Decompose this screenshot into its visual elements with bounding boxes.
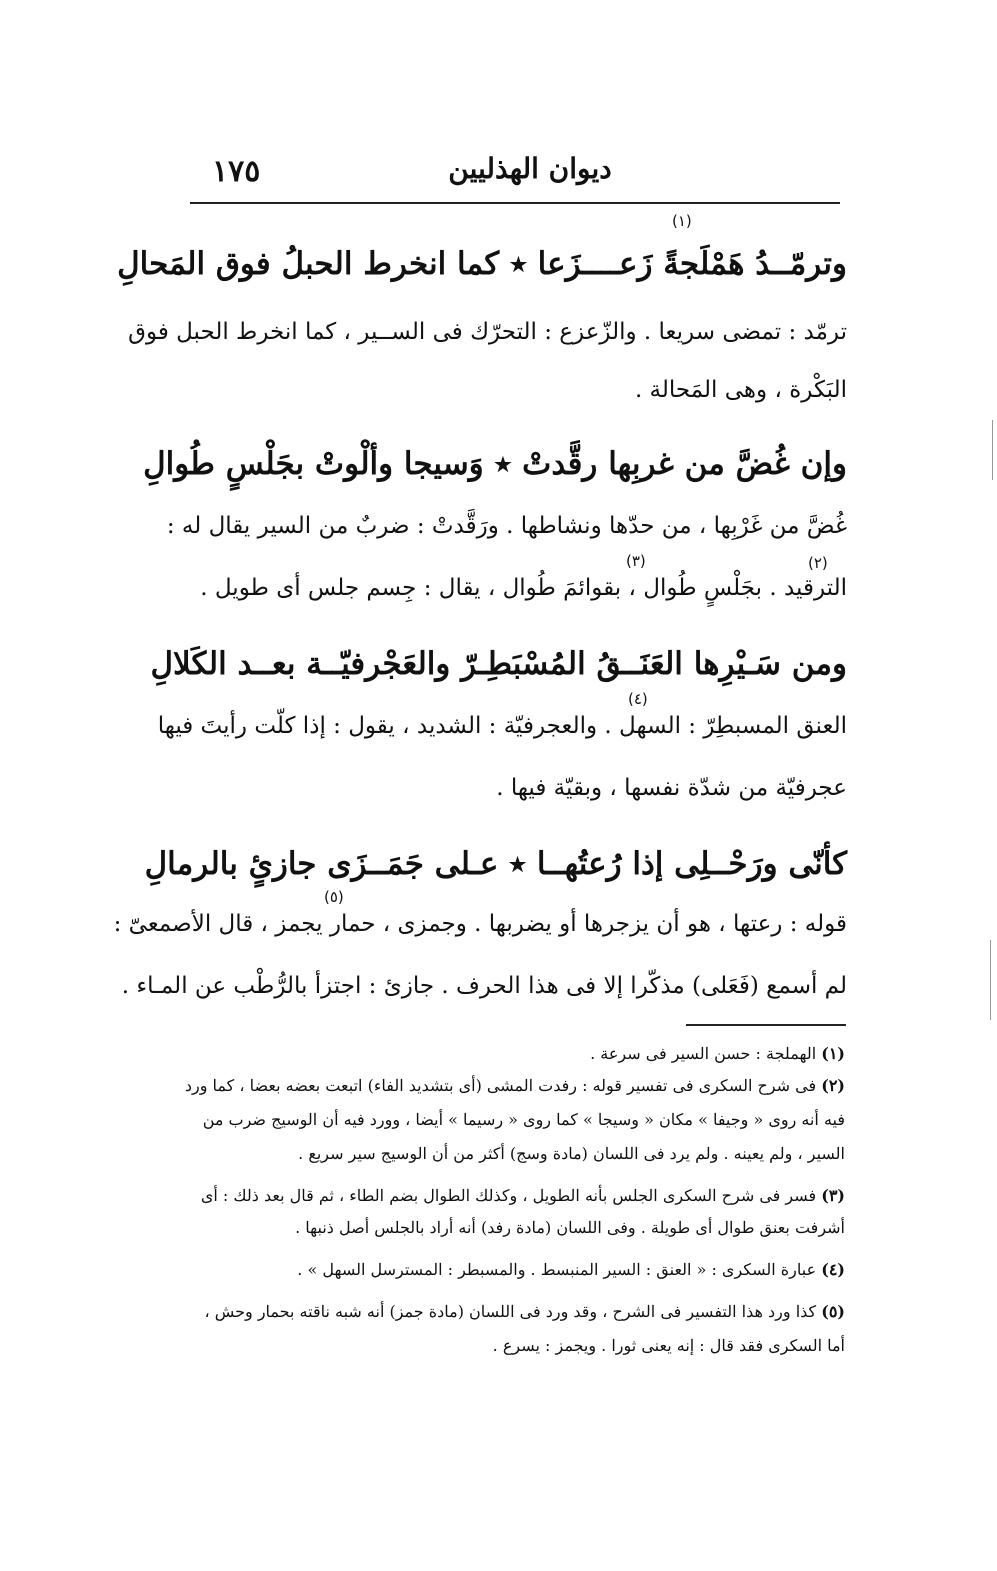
footnote-2 xyxy=(185,1072,845,1100)
footnote-2-cont: فيه أنه روى « وجيفا » مكان « وسيجا » كما روى « رسيما » أيضا ، وورد فيه أن الوسيج ضرب من xyxy=(202,1110,845,1129)
footnote-text: عبارة السكرى : « العنق : السير المنبسط . والمسبطر : المسترسل السهل » . xyxy=(297,1260,817,1279)
commentary-line: عجرفيّة من شدّة نفسها ، وبقيّة فيها . xyxy=(496,775,847,801)
footnote-marker-4: (٤) xyxy=(628,690,648,708)
footnote-text: فسر فى شرح السكرى الجلس بأنه الطويل ، وكذلك الطوال بضم الطاء ، ثم قال بعد ذلك : أى xyxy=(200,1186,817,1205)
footnote-marker-5: (٥) xyxy=(324,888,344,906)
footnote-rule xyxy=(686,1024,846,1026)
footnote-number: (٢) xyxy=(821,1076,845,1095)
footnote-number: (٥) xyxy=(821,1302,845,1321)
footnote-5-cont: أما السكرى فقد قال : إنه يعنى ثورا . ويجمز : يسرع . xyxy=(492,1336,845,1355)
footnote-4 xyxy=(185,1256,845,1284)
page-number: ١٧٥ xyxy=(212,154,261,189)
footnote-marker-2: (٢) xyxy=(808,554,828,572)
footnote-2-cont: السير ، ولم يعينه . ولم يرد فى اللسان (مادة وسج) أكثر من أن الوسيج سير سريع . xyxy=(298,1144,845,1163)
footnote-1 xyxy=(185,1040,845,1068)
running-header xyxy=(190,148,840,194)
footnote-marker-1: (١) xyxy=(672,212,692,230)
scan-edge-mark xyxy=(990,940,991,1020)
verse-line-3: ومن سَـيْرِها العَنَــقُ المُسْبَطِـرّ والعَجْرفيّــة بعــد الكَلالِ xyxy=(150,646,847,682)
footnote-text: الهملجة : حسن السير فى سرعة . xyxy=(590,1044,817,1063)
commentary-line: العنق المسبطِرّ : السهل . والعجرفيّة : الشديد ، يقول : إذا كلّت رأيتَ فيها xyxy=(157,713,847,739)
footnote-5 xyxy=(185,1298,845,1326)
commentary-line: لم أسمع (فَعَلى) مذكّرا إلا فى هذا الحرف . جازئ : اجتزأ بالرُّطْب عن المـاء . xyxy=(121,973,847,999)
scan-edge-mark xyxy=(992,420,993,480)
commentary-line: غُضَّ من غَرْبِها ، من حدّها ونشاطها . ورَقَّدتْ : ضربٌ من السير يقال له : xyxy=(166,513,847,539)
footnote-number: (١) xyxy=(821,1044,845,1063)
commentary-line: قوله : رعتها ، هو أن يزجرها أو يضربها . وجمزى ، حمار يجمز ، قال الأصمعىّ : xyxy=(113,911,847,937)
running-title: ديوان الهذليين xyxy=(448,152,612,185)
footnote-3 xyxy=(185,1182,845,1210)
verse-line-4: كأنّى ورَحْــلِى إذا رُعتُهــا ٭ عـلى جَمَــزَى جازئٍ بالرمالِ xyxy=(144,846,847,882)
commentary-line: ترمّد : تمضى سريعا . والزّعزع : التحرّك فى الســير ، كما انخرط الحبل فوق xyxy=(128,319,847,345)
footnote-3-cont: أشرفت بعنق طوال أى طويلة . وفى اللسان (مادة رفد) أنه أراد بالجلس أصل ذنبها . xyxy=(295,1218,845,1237)
footnote-number: (٣) xyxy=(821,1186,845,1205)
commentary-line: الترقيد . بجَلْسٍ طُوال ، بقوائمَ طُوال ، يقال : جِسم جلس أى طويل . xyxy=(200,575,847,601)
commentary-line: البَكْرة ، وهى المَحالة . xyxy=(634,377,847,403)
verse-line-2: وإن غُضَّ من غربِها رقَّدتْ ٭ وَسيجا وألْوتْ بجَلْسٍ طُوالِ xyxy=(143,446,847,482)
verse-line-1: وترمّــدُ هَمْلَجةً زَعــــزَعا ٭ كما انخرط الحبلُ فوق المَحالِ xyxy=(117,246,847,282)
footnote-text: فى شرح السكرى فى تفسير قوله : رفدت المشى (أى بتشديد الفاء) اتبعت بعضه بعضا ، كما ورد xyxy=(184,1076,817,1095)
footnote-number: (٤) xyxy=(821,1260,845,1279)
footnote-marker-3: (٣) xyxy=(626,552,646,570)
header-rule xyxy=(190,202,840,204)
footnote-text: كذا ورد هذا التفسير فى الشرح ، وقد ورد فى اللسان (مادة جمز) أنه شبه ناقته بحمار وحش ، xyxy=(204,1302,817,1321)
